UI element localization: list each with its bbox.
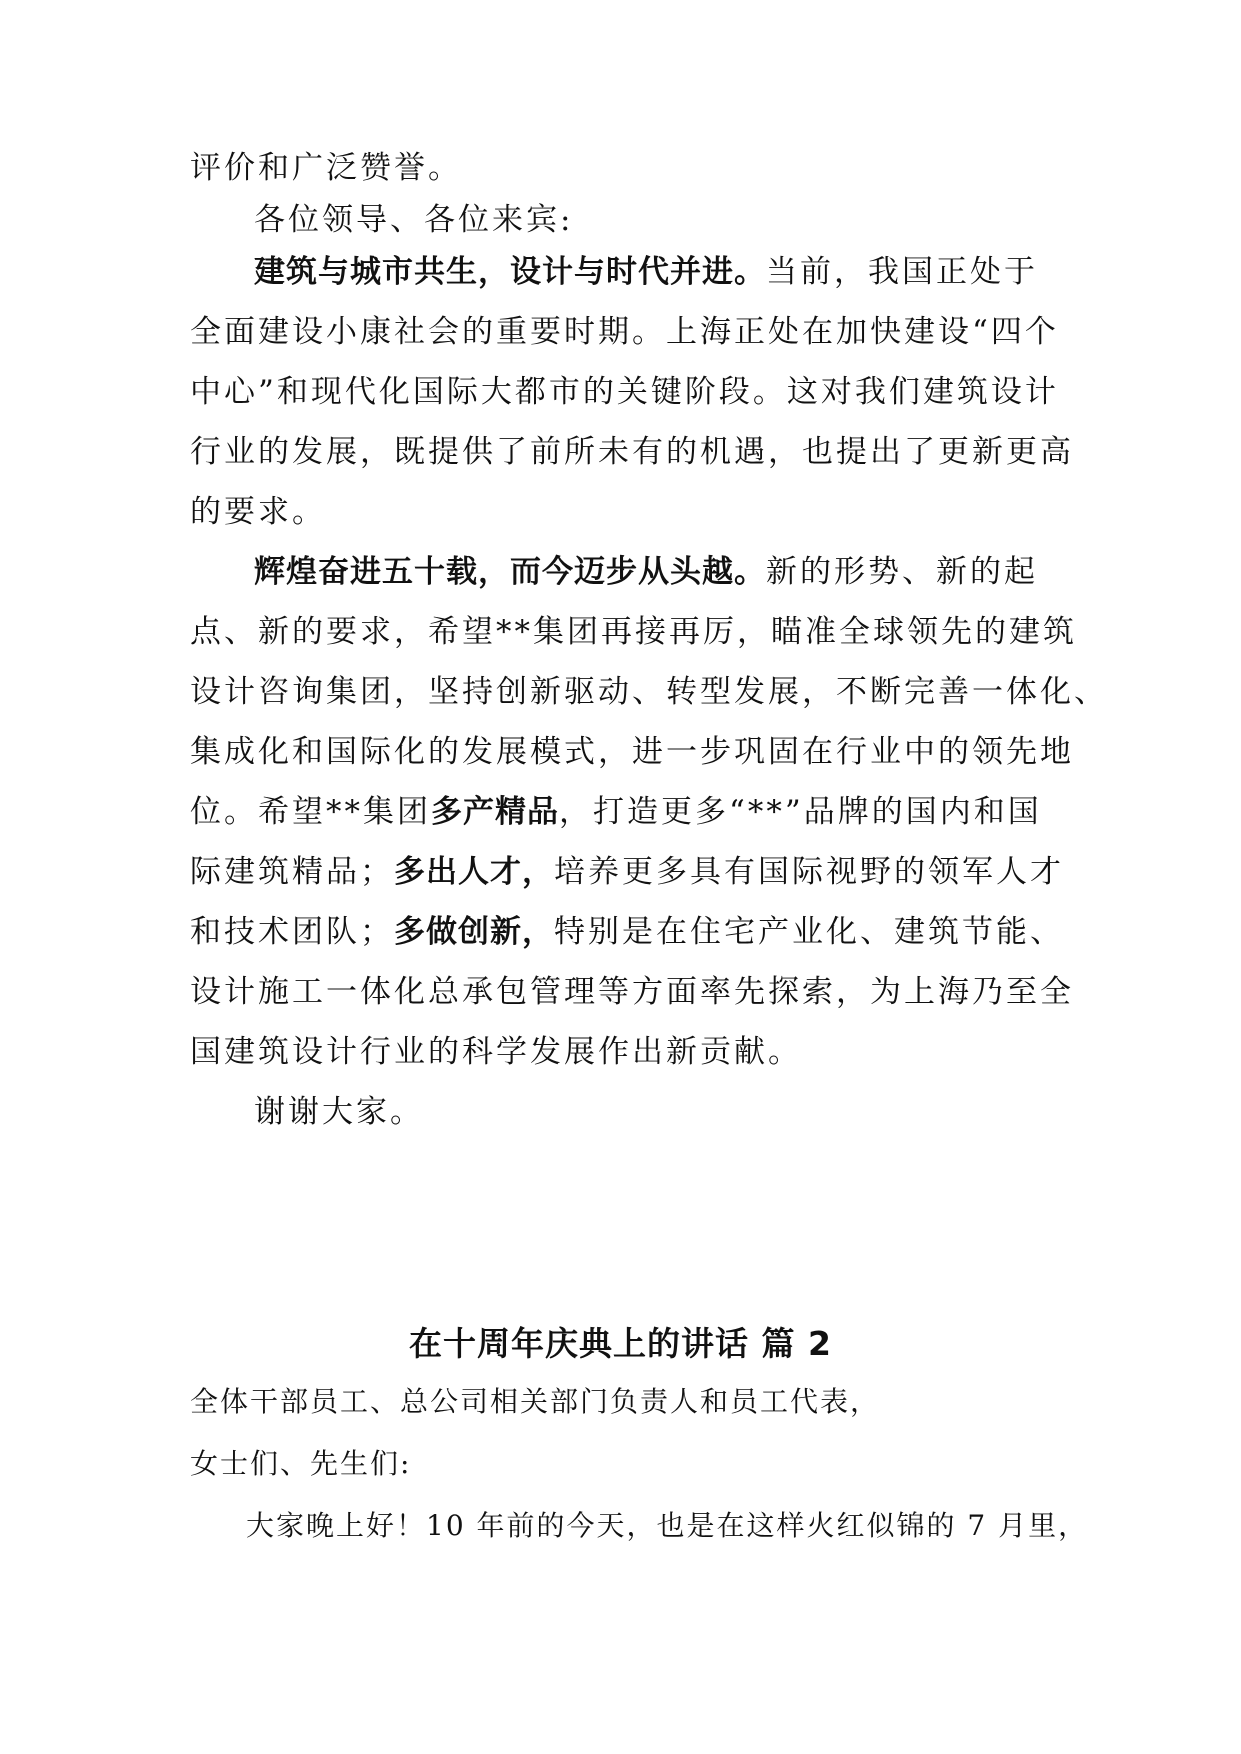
bold-phrase: 多出人才， — [394, 854, 554, 890]
paragraph-line: 的要求。 — [190, 494, 326, 530]
paragraph-line: 大家晚上好！10 年前的今天，也是在这样火红似锦的 7 月里， — [246, 1509, 1089, 1542]
bold-phrase: 辉煌奋进五十载，而今迈步从头越。 — [254, 554, 766, 590]
paragraph-line: 集成化和国际化的发展模式，进一步巩固在行业中的领先地 — [190, 734, 1074, 770]
paragraph-line: 全体干部员工、总公司相关部门负责人和员工代表， — [190, 1385, 881, 1418]
paragraph-line — [190, 912, 1064, 952]
text-run: 位。希望**集团 — [190, 794, 431, 830]
paragraph-line — [254, 552, 1038, 592]
paragraph-line: 评价和广泛赞誉。 — [190, 150, 462, 186]
greeting: 各位领导、各位来宾: — [254, 202, 574, 238]
paragraph-line: 中心”和现代化国际大都市的关键阶段。这对我们建筑设计 — [190, 374, 1059, 410]
paragraph-line: 行业的发展，既提供了前所未有的机遇，也提出了更新更高 — [190, 434, 1074, 470]
bold-phrase: 多产精品 — [431, 794, 559, 830]
text-run: ，打造更多“**”品牌的国内和国 — [559, 794, 1042, 830]
text-run: 和技术团队； — [190, 914, 394, 950]
paragraph-line: 设计施工一体化总承包管理等方面率先探索，为上海乃至全 — [190, 974, 1074, 1010]
paragraph-line — [190, 852, 1064, 892]
text-run: 当前，我国正处于 — [766, 254, 1038, 290]
paragraph-line: 女士们、先生们: — [190, 1447, 412, 1480]
text-run: 培养更多具有国际视野的领军人才 — [554, 854, 1064, 890]
bold-phrase: 多做创新， — [394, 914, 554, 950]
section-heading: 在十周年庆典上的讲话 篇 2 — [409, 1324, 832, 1363]
text-run: 新的形势、新的起 — [766, 554, 1038, 590]
text-run: 际建筑精品； — [190, 854, 394, 890]
paragraph-line: 全面建设小康社会的重要时期。上海正处在加快建设“四个 — [190, 314, 1059, 350]
paragraph-line: 设计咨询集团，坚持创新驱动、转型发展，不断完善一体化、 — [190, 674, 1108, 710]
paragraph-line — [254, 252, 1038, 292]
text-run: 特别是在住宅产业化、建筑节能、 — [554, 914, 1064, 950]
paragraph-line: 点、新的要求，希望**集团再接再厉，瞄准全球领先的建筑 — [190, 614, 1077, 650]
closing-line: 谢谢大家。 — [254, 1094, 424, 1130]
paragraph-line: 国建筑设计行业的科学发展作出新贡献。 — [190, 1034, 802, 1070]
bold-phrase: 建筑与城市共生，设计与时代并进。 — [254, 254, 766, 290]
paragraph-line — [190, 792, 1042, 832]
